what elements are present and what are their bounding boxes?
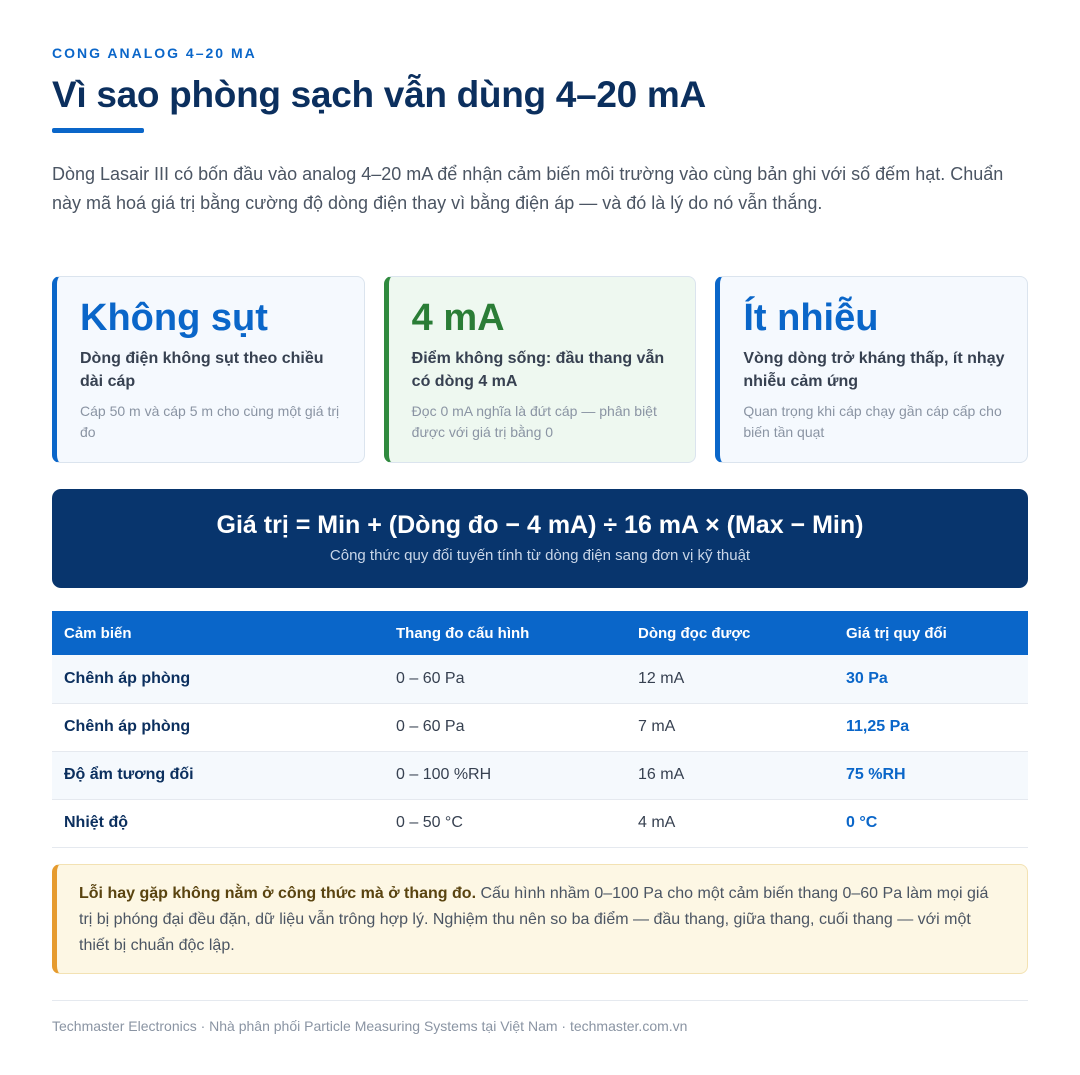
warning-callout (52, 864, 1028, 974)
cell-current: 7 mA (626, 703, 834, 751)
cell-current: 12 mA (626, 655, 834, 703)
conversion-table (52, 611, 1028, 848)
column-header-current: Dòng đọc được (626, 611, 834, 655)
column-header-value: Giá trị quy đổi (834, 611, 1028, 655)
card-no-drop (52, 276, 365, 463)
cell-value: 30 Pa (834, 655, 1028, 703)
cell-value: 75 %RH (834, 751, 1028, 799)
card-note: Cáp 50 m và cáp 5 m cho cùng một giá trị đo (80, 403, 340, 440)
card-headline: 4 mA (411, 297, 505, 339)
warning-text: Cấu hình nhầm 0–100 Pa cho một cảm biến thang 0–60 Pa làm mọi giá trị bị phóng đại đều đặn, dữ liệu vẫn trông hợp lý. Nghiệm thu nên so ba điểm — đầu thang, giữa thang, cuối thang — với một thiết bị chuẩn độc lập. (79, 885, 989, 954)
table-row (52, 751, 1028, 799)
cell-sensor: Chênh áp phòng (52, 703, 384, 751)
table-row (52, 703, 1028, 751)
formula-equation: Giá trị = Min + (Dòng đo − 4 mA) ÷ 16 mA × (Max − Min) (216, 511, 864, 539)
card-note: Đọc 0 mA nghĩa là đứt cáp — phân biệt được với giá trị bằng 0 (411, 403, 657, 440)
table-header-row (52, 611, 1028, 655)
footer-text: Techmaster Electronics · Nhà phân phối Particle Measuring Systems tại Việt Nam · techmaster.com.vn (52, 1018, 688, 1034)
cell-sensor: Nhiệt độ (52, 799, 384, 847)
cell-range: 0 – 60 Pa (384, 655, 626, 703)
cell-range: 0 – 60 Pa (384, 703, 626, 751)
footer-divider (52, 1000, 1028, 1001)
page-title: Vì sao phòng sạch vẫn dùng 4–20 mA (52, 74, 706, 115)
card-low-noise (715, 276, 1028, 463)
cell-sensor: Độ ẩm tương đối (52, 751, 384, 799)
card-subtitle: Vòng dòng trở kháng thấp, ít nhạy nhiễu cảm ứng (743, 350, 1005, 390)
eyebrow-label: CONG ANALOG 4–20 MA (52, 45, 257, 61)
warning-heading: Lỗi hay gặp không nằm ở công thức mà ở thang đo. (79, 885, 477, 902)
formula-caption: Công thức quy đổi tuyến tính từ dòng điện sang đơn vị kỹ thuật (329, 547, 751, 564)
card-live-zero (384, 276, 697, 463)
card-subtitle: Dòng điện không sụt theo chiều dài cáp (80, 350, 324, 390)
table-row (52, 655, 1028, 703)
cell-current: 16 mA (626, 751, 834, 799)
feature-cards (52, 276, 1028, 463)
title-underline (52, 128, 144, 133)
cell-sensor: Chênh áp phòng (52, 655, 384, 703)
column-header-range: Thang đo cấu hình (384, 611, 626, 655)
column-header-sensor: Cảm biến (52, 611, 384, 655)
card-headline: Ít nhiễu (743, 297, 879, 339)
formula-box (52, 489, 1028, 588)
cell-current: 4 mA (626, 799, 834, 847)
card-note: Quan trọng khi cáp chạy gần cáp cấp cho biến tần quạt (743, 403, 1002, 440)
cell-value: 0 °C (834, 799, 1028, 847)
card-subtitle: Điểm không sống: đầu thang vẫn có dòng 4 mA (411, 350, 665, 390)
table-row (52, 799, 1028, 847)
cell-range: 0 – 100 %RH (384, 751, 626, 799)
cell-value: 11,25 Pa (834, 703, 1028, 751)
intro-paragraph: Dòng Lasair III có bốn đầu vào analog 4–20 mA để nhận cảm biến môi trường vào cùng bản ghi với số đếm hạt. Chuẩn này mã hoá giá trị bằng cường độ dòng điện thay vì bằng điện áp — và đó là lý do nó vẫn thắng. (52, 164, 1004, 213)
cell-range: 0 – 50 °C (384, 799, 626, 847)
card-headline: Không sụt (80, 297, 268, 339)
